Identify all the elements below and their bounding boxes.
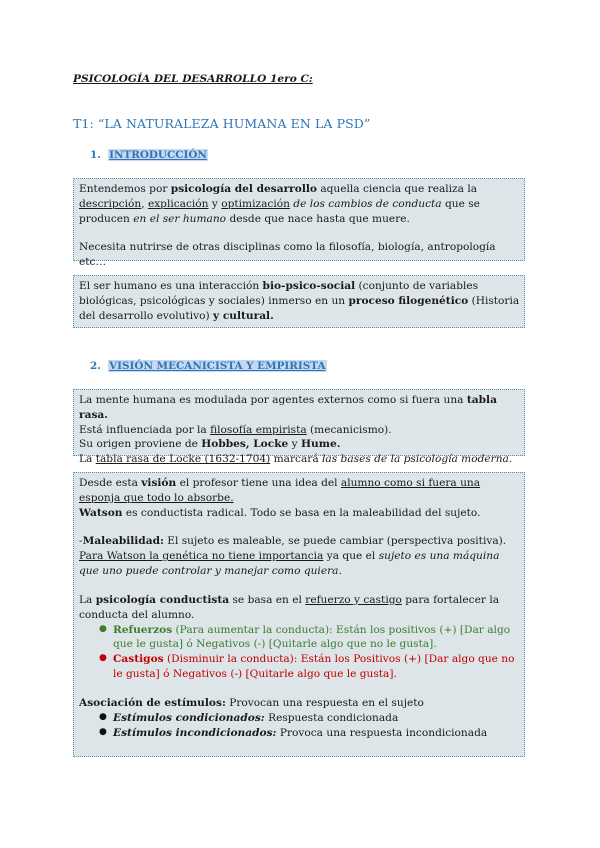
text: desde que nace hasta que muere. [226,212,410,225]
line-origen [79,437,520,452]
note-box-biopsicosocial [73,275,525,328]
text: Está influenciada por la [79,423,211,436]
term-psicologia-desarrollo: psicología del desarrollo [170,183,317,195]
text: (conjunto de variables biológicas, psicológicas y sociales) inmerso en un [79,280,479,307]
text: Entendemos por [79,183,171,195]
term-hume: Hume. [301,438,341,451]
line-locke [79,452,520,467]
text: (mecanicismo). [306,423,392,436]
term-descripcion: descripción [79,197,142,210]
section-number: 1. [90,149,101,161]
text: La [79,453,96,466]
paragraph-definition [79,182,520,226]
note-box-tabla-rasa [73,389,525,466]
term-hobbes-locke: Hobbes, Locke [201,438,289,451]
term-explicacion: explicación [147,197,209,210]
text-italic: de los cambios de conducta [293,197,442,210]
term-psicologia-conductista: psicología conductista [95,593,230,606]
text: (Historia del desarrollo evolutivo) [79,294,520,322]
text: y [288,438,302,451]
text: marcará [270,453,323,466]
text-italic: sujeto es una máquina que uno puede controlar y manejar como quiera. [79,550,500,578]
term-asociacion-estimulos: Asociación de estímulos: [79,696,226,709]
paragraph-conductista [79,593,520,623]
text: que se producen [79,197,480,225]
line-tabla-rasa [79,393,520,423]
list-refuerzos-castigos [79,623,520,682]
list-item-castigos [79,652,520,682]
term-watson: Watson [79,506,123,519]
term-filosofia-empirista: filosofía empirista [210,423,307,436]
text: el profesor tiene una idea del [176,477,341,489]
term-proceso-filogenetico: proceso filogenético [348,294,469,307]
text: El ser humano es una interacción [79,280,263,292]
list-item-estimulos-condicionados [79,711,520,726]
term-cultural: y cultural. [213,309,274,322]
text: ya que el [323,550,379,563]
text: . [508,453,513,466]
text-italic: las bases de la psicología moderna [322,453,509,466]
text: y [208,197,222,210]
term-estimulos-condicionados: Estímulos condicionados: [113,711,265,724]
paragraph-maleabilidad [79,534,520,578]
text: Desde esta [79,477,142,489]
text: aquella ciencia que realiza la [316,183,478,195]
text: (Disminuir la conducta): Están los Positivos (+) [Dar algo que no le gusta] ó Negativos (-) [Quitarle algo que le gusta]. [113,653,515,681]
paragraph-disciplinas: Necesita nutrirse de otras disciplinas como la filosofía, biología, antropología etc… [79,241,496,269]
term-optimizacion: optimización [221,197,290,210]
line-filosofia-empirista [79,423,520,438]
text: Respuesta condicionada [264,711,399,724]
section-title: INTRODUCCIÓN [109,149,207,161]
term-esponja: alumno como si fuera una esponja que todo lo absorbe. [79,477,481,504]
text: se basa en el [229,593,306,606]
term-tabla-rasa-locke: tabla rasa de Locke (1632-1704) [95,453,271,466]
list-estimulos [79,711,520,741]
term-watson-genetica: Para Watson la genética no tiene importancia [79,550,324,563]
term-refuerzo-castigo: refuerzo y castigo [305,593,402,606]
paragraph-vision [79,476,520,520]
list-item-estimulos-incondicionados [79,726,520,741]
course-title: PSICOLOGÍA DEL DESARROLLO 1ero C: [73,73,313,85]
term-refuerzos: Refuerzos [113,623,173,636]
list-item-refuerzos [79,623,520,653]
term-maleabilidad: Maleabilidad: [82,535,164,548]
term-castigos: Castigos [113,653,164,666]
paragraph-biopsicosocial [79,279,520,323]
text: , [141,197,148,210]
text-italic: en el ser humano [133,212,227,225]
text: El sujeto es maleable, se puede cambiar (perspectiva positiva). [163,535,507,548]
text: (Para aumentar la conducta): Están los positivos (+) [Dar algo que le gusta] ó Negativos (-) [Quitarle algo que no le gusta]. [113,623,511,651]
text: es conductista radical. Todo se basa en la maleabilidad del sujeto. [122,506,481,519]
topic-title: T1: “LA NATURALEZA HUMANA EN LA PSD” [73,116,371,131]
text: Provoca una respuesta incondicionada [276,726,488,739]
text: Provocan una respuesta en el sujeto [225,696,424,709]
note-box-introduccion [73,178,525,269]
text: - [79,535,83,548]
text: La mente humana es modulada por agentes externos como si fuera una [79,394,467,406]
term-tabla-rasa: tabla rasa. [79,394,497,421]
term-bio-psico-social: bio-psico-social [262,280,356,292]
term-estimulos-incondicionados: Estímulos incondicionados: [113,726,277,739]
term-vision: visión [141,477,177,489]
text: para fortalecer la conducta del alumno. [79,593,500,621]
note-box-conductismo [73,472,525,757]
text: La [79,593,96,606]
paragraph-asociacion [79,696,520,711]
text: Su origen proviene de [79,438,202,451]
section-heading-introduccion [90,148,208,163]
section-heading-vision-mecanicista [90,359,327,374]
section-number: 2. [90,360,101,372]
section-title: VISIÓN MECANICISTA Y EMPIRISTA [109,360,326,372]
